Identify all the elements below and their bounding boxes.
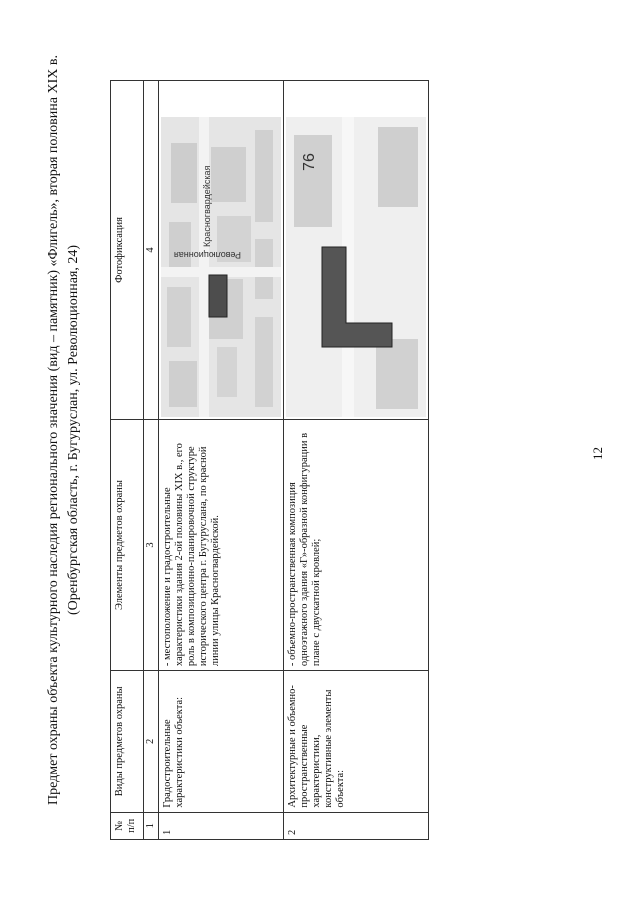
street-label: Революционная bbox=[173, 249, 241, 260]
table-header-row bbox=[111, 81, 144, 840]
row-elements: - объемно-пространственная композиция одноэтажного здания «Г»-образной конфигурации в плане с двускатной кровлей; bbox=[284, 419, 429, 670]
row-elements: - местоположение и градостроительные характеристики здания 2-ой половины XIX в., его роль в композиционно-планировочной структуре исторического центра г. Бугуруслана, по красной линии улицы Красногвардейской. bbox=[159, 419, 284, 670]
row-number: 1 bbox=[159, 812, 284, 839]
photo-cell bbox=[284, 81, 429, 420]
page-number: 12 bbox=[590, 447, 605, 460]
row-number: 2 bbox=[284, 812, 429, 839]
header-photo: Фотофиксация bbox=[111, 81, 144, 420]
header-kind: Виды предметов охраны bbox=[111, 671, 144, 812]
street-label: Красногвардейская bbox=[202, 165, 212, 247]
protection-table bbox=[110, 80, 429, 840]
site-map-graphic bbox=[161, 117, 281, 417]
photo-cell bbox=[159, 81, 284, 420]
building-number: 76 bbox=[301, 153, 318, 171]
row-kind: Архитектурные и объемно-пространственные характеристики, конструктивные элементы объекта: bbox=[284, 671, 429, 812]
document-subtitle: (Оренбургская область, г. Бугуруслан, ул. Революционная, 24) bbox=[66, 244, 81, 616]
col-number: 4 bbox=[144, 81, 159, 420]
column-number-row bbox=[144, 81, 159, 840]
header-no: № п/п bbox=[111, 812, 144, 839]
building-plan-photo bbox=[286, 117, 426, 417]
row-kind: Градостроительные характеристики объекта: bbox=[159, 671, 284, 812]
site-map-photo bbox=[161, 117, 281, 417]
col-number: 3 bbox=[144, 419, 159, 670]
header-elements: Элементы предметов охраны bbox=[111, 419, 144, 670]
table-row bbox=[284, 81, 429, 840]
document-title: Предмет охраны объекта культурного наследия регионального значения (вид – памятник) «Флигель», вторая половина XIX в. bbox=[46, 55, 61, 805]
col-number: 2 bbox=[144, 671, 159, 812]
table-row bbox=[159, 81, 284, 840]
col-number: 1 bbox=[144, 812, 159, 839]
